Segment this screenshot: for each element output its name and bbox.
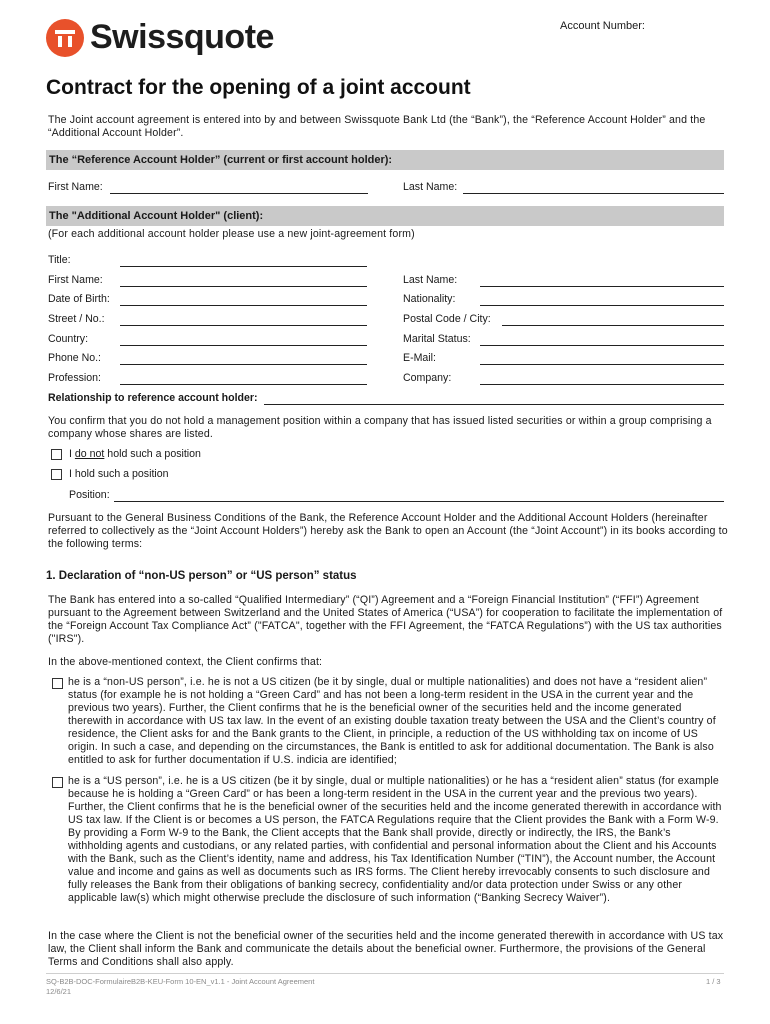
footer-page-number: 1 / 3	[706, 977, 721, 986]
us-person-checkbox[interactable]	[52, 777, 63, 788]
brand-logo	[46, 18, 274, 57]
additional-holder-heading: The "Additional Account Holder" (client):	[46, 206, 724, 226]
section-1-para-2: In the above-mentioned context, the Client confirms that:	[48, 656, 323, 668]
marital-status-field[interactable]	[480, 345, 724, 346]
nationality-field[interactable]	[480, 305, 724, 306]
title-label: Title:	[48, 254, 71, 266]
email-label: E-Mail:	[403, 352, 436, 364]
account-number-label: Account Number:	[560, 20, 645, 32]
section-1-para-1: The Bank has entered into a so-called “Qualified Intermediary” (“QI”) Agreement and a “Foreign Financial Institution” (“FFI”) Agreement pursuant to the Agreement between Switzerland and the United States of America (“USA”) for cooperation to facilitate the implementation of the “Foreign Account Tax Compliance Act” ("FATCA", together with the FFI Agreement, the “FATCA Regulations”) with the US tax authorities ("IRS").	[48, 594, 723, 645]
profession-label: Profession:	[48, 372, 101, 384]
footer-form-id: SQ-B2B-DOC-FormulaireB2B-KEU-Form 10-EN_v1.1 - Joint Account Agreement	[46, 977, 315, 986]
section-1-heading: 1. Declaration of “non-US person” or “US person” status	[46, 570, 357, 582]
no-position-label: I do not hold such a position	[69, 448, 201, 460]
last-name-label: Last Name:	[403, 274, 458, 286]
street-field[interactable]	[120, 325, 367, 326]
no-position-checkbox[interactable]	[51, 449, 62, 460]
position-label: Position:	[69, 489, 110, 501]
ref-first-name-field[interactable]	[110, 193, 368, 194]
non-us-person-checkbox[interactable]	[52, 678, 63, 689]
dob-field[interactable]	[120, 305, 367, 306]
first-name-label: First Name:	[48, 274, 103, 286]
footer-date: 12/6/21	[46, 987, 72, 996]
company-label: Company:	[403, 372, 452, 384]
additional-holder-note: (For each additional account holder please use a new joint-agreement form)	[48, 228, 415, 240]
reference-holder-heading: The “Reference Account Holder” (current or first account holder):	[46, 150, 724, 170]
hold-position-label: I hold such a position	[69, 468, 169, 480]
brand-name: Swissquote	[90, 18, 274, 56]
position-field[interactable]	[114, 501, 724, 502]
us-person-text: he is a “US person”, i.e. he is a US citizen (be it by single, dual or multiple nationalities) or he has a “resident alien” status (for example because he is holding a “Green Card” or has been a long-term resident in the USA in the current year and the previous two years). Further, the Client confirms that he is the beneficial owner of the securities held and the income generated therewith in accordance with US tax law. If the Client is or becomes a US person, the FATCA Regulations require that the Client provides the Bank with a Form W-9. By providing a Form W-9 to the Bank, the Client accepts that the Bank shall provide, directly or indirectly, the IRS, the Bank’s withholding agents and custodians, or any related parties, with confidential and personal information about the Client and his Accounts with the Bank, such as the Client’s identity, name and address, his Tax Identification Number (“TIN”), the Account number, the Account value and income and gains as well as documents such as IRS forms. The Client hereby irrevocably consents to such disclosure and fully releases the Bank from their obligations of banking secrecy, confidentiality and/or data protection under Swiss or any other applicable law(s) which might otherwise preclude the disclosure of such information (“Banking Secrecy Waiver”).	[68, 775, 722, 904]
email-field[interactable]	[480, 364, 724, 365]
nationality-label: Nationality:	[403, 293, 456, 305]
country-label: Country:	[48, 333, 89, 345]
street-label: Street / No.:	[48, 313, 105, 325]
country-field[interactable]	[120, 345, 367, 346]
relationship-label: Relationship to reference account holder:	[48, 392, 258, 404]
hold-position-checkbox[interactable]	[51, 469, 62, 480]
intro-paragraph: The Joint account agreement is entered into by and between Swissquote Bank Ltd (the “Bank”), the “Reference Account Holder” and the “Additional Account Holder”.	[48, 114, 706, 139]
phone-field[interactable]	[120, 364, 367, 365]
page-title: Contract for the opening of a joint account	[46, 76, 471, 99]
pursuant-paragraph: Pursuant to the General Business Conditions of the Bank, the Reference Account Holder and the Additional Account Holders (hereinafter referred to collectively as the “Joint Account Holders”) hereby ask the Bank to open an Account (the “Joint Account”) in its books according to the following terms:	[48, 512, 728, 550]
relationship-field[interactable]	[264, 404, 724, 405]
swissquote-logo-icon	[46, 19, 84, 57]
ref-first-name-label: First Name:	[48, 181, 103, 193]
profession-field[interactable]	[120, 384, 367, 385]
non-us-person-text: he is a “non-US person”, i.e. he is not a US citizen (be it by single, dual or multiple nationalities) and does not have a “resident alien” status (for example he is not holding a “Green Card” and has not been a long-term resident in the USA in the current year and the previous two years). Further, the Client confirms that he is the beneficial owner of the securities held and the income generated therewith in accordance with US tax law. In the event of an existing double taxation treaty between the USA and the Client’s country of residence, the Client asks for and the Bank grants to the Client, in principle, a reduction of the US withholding tax on income of US origin. In such a case, and depending on the circumstances, the Bank is entitled to ask for additional documentation. The Bank is also entitled to ask for further documentation if U.S. indicia are identified;	[68, 676, 716, 766]
postal-city-field[interactable]	[502, 325, 724, 326]
marital-status-label: Marital Status:	[403, 333, 471, 345]
ref-last-name-label: Last Name:	[403, 181, 458, 193]
company-field[interactable]	[480, 384, 724, 385]
dob-label: Date of Birth:	[48, 293, 110, 305]
ref-last-name-field[interactable]	[463, 193, 724, 194]
section-1-para-3: In the case where the Client is not the beneficial owner of the securities held and the income generated therewith in accordance with US tax law, the Client shall inform the Bank and communicate the details about the beneficial owner. Furthermore, the provisions of the General Terms and Conditions shall also apply.	[48, 930, 724, 968]
phone-label: Phone No.:	[48, 352, 102, 364]
last-name-field[interactable]	[480, 286, 724, 287]
footer-divider	[46, 973, 724, 974]
management-statement: You confirm that you do not hold a management position within a company that has issued listed securities or within a group comprising a company whose shares are listed.	[48, 415, 712, 440]
postal-city-label: Postal Code / City:	[403, 313, 491, 325]
title-field[interactable]	[120, 266, 367, 267]
first-name-field[interactable]	[120, 286, 367, 287]
